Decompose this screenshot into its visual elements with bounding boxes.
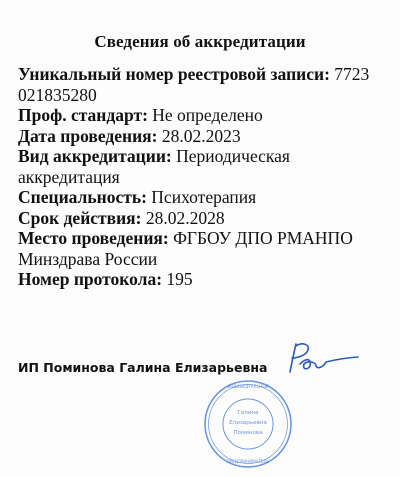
field-value: 7723 021835280 bbox=[18, 64, 370, 105]
field-label: Дата проведения: bbox=[18, 125, 158, 146]
field-label: Уникальный номер реестровой записи: bbox=[18, 64, 330, 84]
field-label: Вид аккредитации: bbox=[18, 146, 172, 166]
field-value: Не определено bbox=[152, 105, 263, 125]
field-accreditation-type bbox=[18, 146, 388, 187]
field-prof-standard bbox=[18, 105, 388, 126]
field-label: Специальность: bbox=[18, 187, 147, 207]
field-value: Периодическая аккредитация bbox=[18, 146, 290, 187]
svg-text:Елизарьевна: Елизарьевна bbox=[229, 420, 267, 426]
field-value: Психотерапия bbox=[151, 187, 257, 207]
svg-text:Поминова: Поминова bbox=[233, 430, 263, 436]
field-label: Срок действия: bbox=[18, 207, 142, 228]
round-stamp bbox=[202, 378, 294, 470]
field-label: Проф. стандарт: bbox=[18, 105, 148, 125]
svg-text:Галина: Галина bbox=[237, 410, 259, 416]
field-date bbox=[18, 126, 388, 147]
accreditation-fields bbox=[18, 64, 388, 290]
field-label: Место проведения: bbox=[18, 228, 169, 248]
field-value: ФГБОУ ДПО РМАНПО Минздрава России bbox=[18, 228, 353, 269]
field-registry-number bbox=[18, 64, 388, 105]
field-value: 28.02.2023 bbox=[161, 125, 241, 146]
field-protocol-number bbox=[18, 269, 388, 290]
svg-text:ИНДИВИДУАЛЬНЫЙ: ИНДИВИДУАЛЬНЫЙ bbox=[227, 384, 269, 389]
signer-name: ИП Поминова Галина Елизарьевна bbox=[18, 360, 268, 375]
field-specialty bbox=[18, 187, 388, 208]
field-value: 28.02.2028 bbox=[145, 207, 225, 228]
field-venue bbox=[18, 228, 388, 269]
svg-text:ПРЕДПРИНИМАТЕЛЬ: ПРЕДПРИНИМАТЕЛЬ bbox=[226, 459, 270, 464]
field-value: 195 bbox=[166, 269, 193, 289]
document-title: Сведения об аккредитации bbox=[94, 32, 306, 51]
field-validity bbox=[18, 208, 388, 229]
field-label: Номер протокола: bbox=[18, 269, 163, 289]
